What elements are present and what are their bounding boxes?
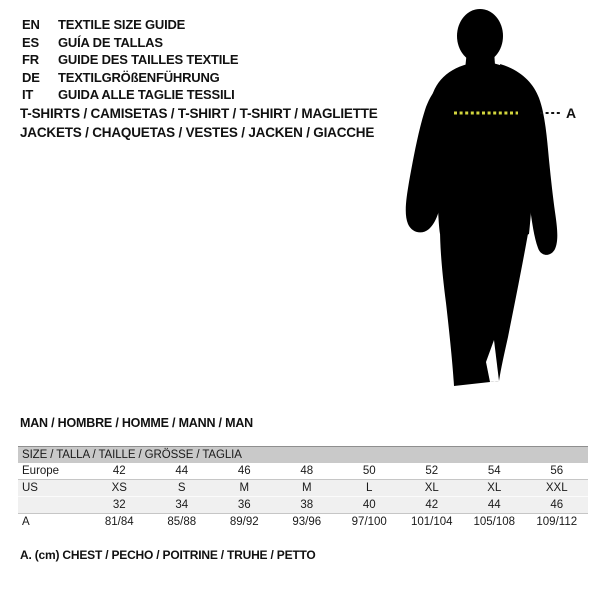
size-cell: 56 xyxy=(526,463,589,480)
size-cell: 48 xyxy=(276,463,339,480)
row-label: A xyxy=(18,514,88,531)
size-cell: 46 xyxy=(526,497,589,514)
table-header: SIZE / TALLA / TAILLE / GRÖSSE / TAGLIA xyxy=(18,447,588,464)
man-figure xyxy=(390,0,590,400)
size-cell: 44 xyxy=(463,497,526,514)
size-cell: 52 xyxy=(401,463,464,480)
language-row-it xyxy=(22,86,238,104)
table-row-europe xyxy=(18,463,588,480)
language-row-en xyxy=(22,16,238,34)
size-cell: M xyxy=(213,480,276,497)
size-cell: 40 xyxy=(338,497,401,514)
table-row-alt-size xyxy=(18,497,588,514)
row-label: Europe xyxy=(18,463,88,480)
category-jackets: JACKETS / CHAQUETAS / VESTES / JACKEN / GIACCHE xyxy=(20,124,375,140)
size-cell: XXL xyxy=(526,480,589,497)
language-title: GUÍA DE TALLAS xyxy=(58,34,163,50)
size-cell: 50 xyxy=(338,463,401,480)
size-cell: 109/112 xyxy=(526,514,589,531)
size-cell: XS xyxy=(88,480,151,497)
size-cell: 97/100 xyxy=(338,514,401,531)
size-cell: 93/96 xyxy=(276,514,339,531)
language-list xyxy=(22,16,238,104)
size-cell: 46 xyxy=(213,463,276,480)
size-cell: L xyxy=(338,480,401,497)
size-cell: 105/108 xyxy=(463,514,526,531)
size-cell: 101/104 xyxy=(401,514,464,531)
size-cell: M xyxy=(276,480,339,497)
size-table xyxy=(18,446,588,530)
size-cell: S xyxy=(151,480,214,497)
size-cell: 85/88 xyxy=(151,514,214,531)
man-silhouette xyxy=(406,9,558,386)
size-cell: XL xyxy=(463,480,526,497)
size-cell: 42 xyxy=(88,463,151,480)
language-row-fr xyxy=(22,51,238,69)
category-tshirts: T-SHIRTS / CAMISETAS / T-SHIRT / T-SHIRT / MAGLIETTE xyxy=(20,106,378,121)
language-title: GUIDE DES TAILLES TEXTILE xyxy=(58,52,239,67)
language-code: DE xyxy=(22,69,40,85)
table-row-a-measure xyxy=(18,514,588,531)
language-code: ES xyxy=(22,34,39,50)
size-cell: XL xyxy=(401,480,464,497)
size-cell: 38 xyxy=(276,497,339,514)
size-cell: 54 xyxy=(463,463,526,480)
row-label: US xyxy=(18,480,88,497)
language-title: GUIDA ALLE TAGLIE TESSILI xyxy=(58,87,235,102)
language-row-es xyxy=(22,34,238,52)
size-cell: 89/92 xyxy=(213,514,276,531)
section-title-man: MAN / HOMBRE / HOMME / MANN / MAN xyxy=(20,416,253,430)
size-cell: 42 xyxy=(401,497,464,514)
language-code: FR xyxy=(22,52,39,67)
measure-label-a: A xyxy=(566,105,577,121)
table-row-us xyxy=(18,480,588,497)
language-code: IT xyxy=(22,87,34,102)
language-title: TEXTILE SIZE GUIDE xyxy=(58,17,186,32)
size-cell: 36 xyxy=(213,497,276,514)
language-code: EN xyxy=(22,17,40,32)
garment-categories xyxy=(20,105,378,142)
language-row-de xyxy=(22,69,238,87)
size-cell: 32 xyxy=(88,497,151,514)
size-cell: 34 xyxy=(151,497,214,514)
language-title: TEXTILGRÖßENFÜHRUNG xyxy=(58,69,220,85)
measurement-footnote: A. (cm) CHEST / PECHO / POITRINE / TRUHE / PETTO xyxy=(20,548,316,562)
row-label xyxy=(18,497,88,514)
size-cell: 81/84 xyxy=(88,514,151,531)
size-cell: 44 xyxy=(151,463,214,480)
table-header-row xyxy=(18,447,588,464)
